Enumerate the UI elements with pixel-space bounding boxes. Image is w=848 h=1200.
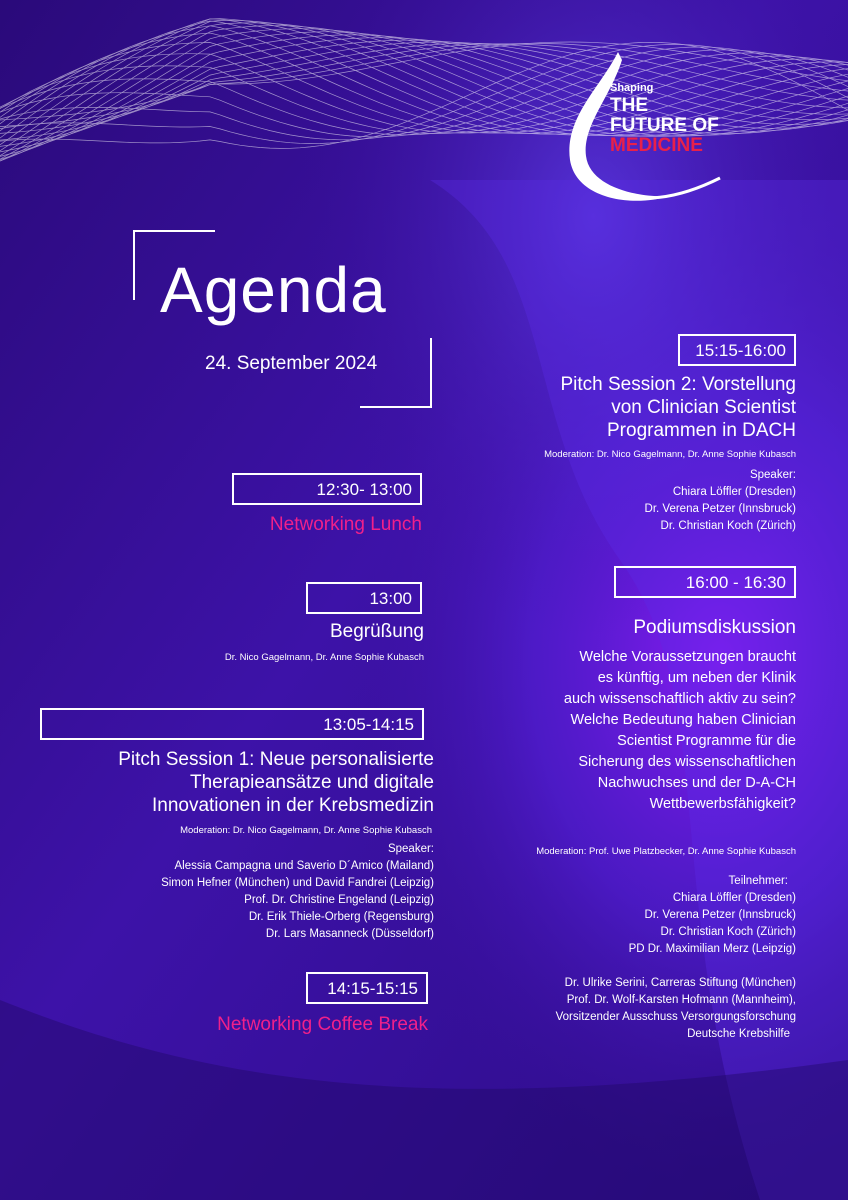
logo-line3: MEDICINE bbox=[610, 135, 703, 156]
panel-guests bbox=[470, 975, 796, 1043]
participant-item: Chiara Löffler (Dresden) bbox=[672, 892, 796, 904]
logo-line1: THE bbox=[610, 95, 648, 116]
pitch1-title-line: Pitch Session 1: Neue personalisierte bbox=[118, 749, 434, 770]
participant-item: Dr. Christian Koch (Zürich) bbox=[660, 926, 796, 938]
guest-item: Dr. Ulrike Serini, Carreras Stiftung (München) bbox=[564, 977, 796, 989]
speaker-item: Dr. Verena Petzer (Innsbruck) bbox=[644, 503, 796, 515]
lunch-title: Networking Lunch bbox=[269, 514, 422, 535]
coffee-title: Networking Coffee Break bbox=[217, 1014, 428, 1035]
pitch2-title-line: von Clinician Scientist bbox=[611, 397, 796, 418]
pitch1-time-box: 13:05-14:15 bbox=[40, 708, 424, 740]
pitch2-time-box: 15:15-16:00 bbox=[678, 334, 796, 366]
welcome-names: Dr. Nico Gagelmann, Dr. Anne Sophie Kubasch bbox=[224, 652, 424, 663]
panel-participants bbox=[520, 873, 796, 958]
speaker-item: Chiara Löffler (Dresden) bbox=[672, 486, 796, 498]
logo-shaping: Shaping bbox=[610, 82, 654, 94]
question-line: auch wissenschaftlich aktiv zu sein? bbox=[563, 691, 796, 707]
speaker-item: Dr. Erik Thiele-Orberg (Regensburg) bbox=[248, 911, 434, 923]
pitch2-title-line: Programmen in DACH bbox=[607, 420, 796, 441]
welcome-title: Begrüßung bbox=[329, 621, 424, 642]
question-line: Welche Voraussetzungen braucht bbox=[579, 649, 796, 665]
speaker-item: Simon Hefner (München) und David Fandrei (Leipzig) bbox=[161, 877, 434, 889]
pitch2-speakers bbox=[520, 467, 796, 535]
guest-item: Prof. Dr. Wolf-Karsten Hofmann (Mannheim), bbox=[566, 994, 796, 1006]
coffee-time-box: 14:15-15:15 bbox=[306, 972, 428, 1004]
pitch2-title-line: Pitch Session 2: Vorstellung bbox=[560, 374, 796, 395]
pitch1-moderation: Moderation: Dr. Nico Gagelmann, Dr. Anne Sophie Kubasch bbox=[180, 825, 432, 836]
participants-label: Teilnehmer: bbox=[728, 875, 788, 887]
guest-item: Vorsitzender Ausschuss Versorgungsforschung bbox=[555, 1011, 796, 1023]
question-line: es künftig, um neben der Klinik bbox=[597, 670, 796, 686]
speaker-item: Dr. Christian Koch (Zürich) bbox=[660, 520, 796, 532]
speaker-item: Alessia Campagna und Saverio D´Amico (Mailand) bbox=[174, 860, 434, 872]
question-line: Welche Bedeutung haben Clinician bbox=[570, 712, 796, 728]
welcome-time-box: 13:00 bbox=[306, 582, 422, 614]
pitch1-title bbox=[20, 748, 434, 817]
event-date: 24. September 2024 bbox=[205, 353, 378, 374]
speaker-label: Speaker: bbox=[387, 843, 434, 855]
panel-questions bbox=[480, 647, 796, 815]
lunch-time-box: 12:30- 13:00 bbox=[232, 473, 422, 505]
question-line: Sicherung des wissenschaftlichen bbox=[578, 754, 796, 770]
logo-line2: FUTURE OF bbox=[610, 115, 719, 136]
guest-item: Deutsche Krebshilfe bbox=[687, 1028, 790, 1040]
speaker-item: Prof. Dr. Christine Engeland (Leipzig) bbox=[244, 894, 434, 906]
logo bbox=[560, 48, 750, 208]
pitch1-title-line: Innovationen in der Krebsmedizin bbox=[151, 795, 434, 816]
pitch1-speakers bbox=[40, 841, 434, 943]
question-line: Nachwuchses und der D-A-CH bbox=[597, 775, 796, 791]
participant-item: PD Dr. Maximilian Merz (Leipzig) bbox=[628, 943, 796, 955]
question-line: Wettbewerbsfähigkeit? bbox=[649, 796, 796, 812]
participant-item: Dr. Verena Petzer (Innsbruck) bbox=[644, 909, 796, 921]
panel-title: Podiumsdiskussion bbox=[633, 617, 796, 638]
pitch1-title-line: Therapieansätze und digitale bbox=[189, 772, 434, 793]
panel-time-box: 16:00 - 16:30 bbox=[614, 566, 796, 598]
pitch2-moderation: Moderation: Dr. Nico Gagelmann, Dr. Anne Sophie Kubasch bbox=[544, 449, 796, 460]
speaker-item: Dr. Lars Masanneck (Düsseldorf) bbox=[265, 928, 434, 940]
question-line: Scientist Programme für die bbox=[617, 733, 796, 749]
page-title: Agenda bbox=[160, 254, 387, 326]
panel-moderation: Moderation: Prof. Uwe Platzbecker, Dr. Anne Sophie Kubasch bbox=[536, 846, 796, 857]
speaker-label: Speaker: bbox=[749, 469, 796, 481]
pitch2-title bbox=[470, 373, 796, 442]
